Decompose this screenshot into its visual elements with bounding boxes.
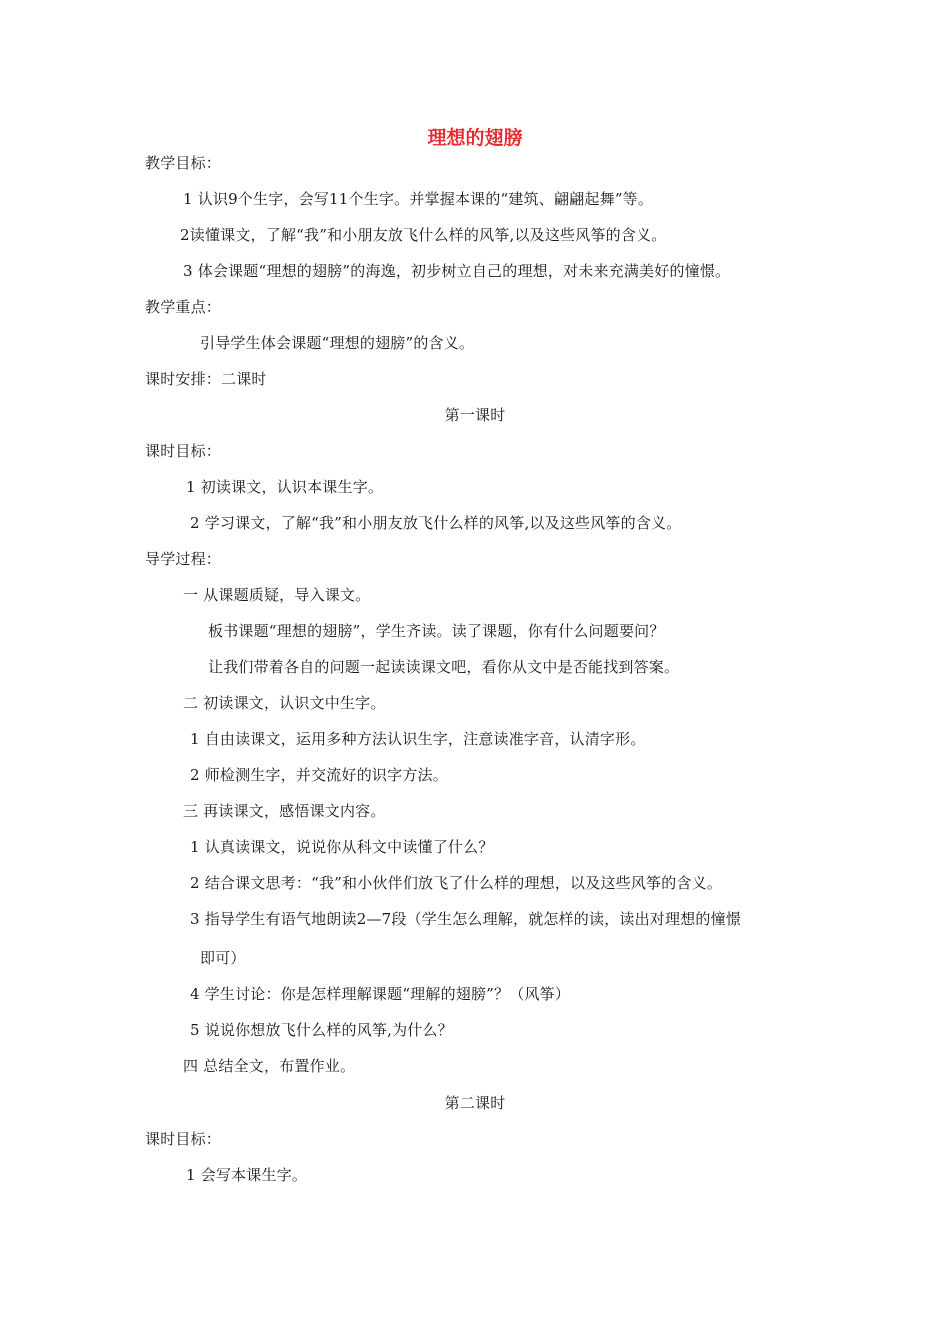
heading-teaching-goals: 教学目标： bbox=[145, 154, 222, 172]
process-step-3-item-5: 5 说说你想放飞什么样的风筝,为什么？ bbox=[190, 1021, 453, 1039]
section-first-lesson: 第一课时 bbox=[444, 406, 506, 424]
goal-item-2: 2读懂课文，了解“我”和小朋友放飞什么样的风筝,以及这些风筝的含义。 bbox=[180, 226, 667, 244]
process-step-1-text-a: 板书课题“理想的翅膀”，学生齐读。读了课题，你有什么问题要问？ bbox=[208, 622, 665, 640]
document-title: 理想的翅膀 bbox=[427, 127, 523, 149]
heading-process: 导学过程： bbox=[145, 550, 222, 568]
goal-item-1: 1 认识9个生字，会写11个生字。并掌握本课的“建筑、翩翩起舞”等。 bbox=[183, 190, 654, 208]
process-step-3-item-3: 3 指导学生有语气地朗读2—7段（学生怎么理解，就怎样的读，读出对理想的憧憬 bbox=[190, 910, 742, 928]
lesson-goal-2-1: 1 会写本课生字。 bbox=[186, 1166, 308, 1184]
lesson-goal-1-1: 1 初读课文，认识本课生字。 bbox=[186, 478, 384, 496]
section-second-lesson: 第二课时 bbox=[444, 1094, 506, 1112]
lesson-goal-1-2: 2 学习课文，了解“我”和小朋友放飞什么样的风筝,以及这些风筝的含义。 bbox=[190, 514, 682, 532]
process-step-3-item-3-cont: 即可） bbox=[200, 949, 246, 967]
goal-item-3: 3 体会课题“理想的翅膀”的海逸，初步树立自己的理想，对未来充满美好的憧憬。 bbox=[183, 262, 731, 280]
heading-lesson-goals-1: 课时目标： bbox=[145, 442, 222, 460]
process-step-2-item-1: 1 自由读课文，运用多种方法认识生字，注意读准字音，认清字形。 bbox=[190, 730, 646, 748]
process-step-2-item-2: 2 师检测生字，并交流好的识字方法。 bbox=[190, 766, 448, 784]
heading-key-points: 教学重点： bbox=[145, 298, 222, 316]
key-point-text: 引导学生体会课题“理想的翅膀”的含义。 bbox=[200, 334, 475, 352]
process-step-2: 二 初读课文，认识文中生字。 bbox=[183, 694, 386, 712]
process-step-3-item-2: 2 结合课文思考：“我”和小伙伴们放飞了什么样的理想，以及这些风筝的含义。 bbox=[190, 874, 723, 892]
process-step-1: 一 从课题质疑，导入课文。 bbox=[183, 586, 371, 604]
process-step-1-text-b: 让我们带着各自的问题一起读读课文吧，看你从文中是否能找到答案。 bbox=[208, 658, 680, 676]
process-step-3: 三 再读课文，感悟课文内容。 bbox=[183, 802, 386, 820]
process-step-4: 四 总结全文，布置作业。 bbox=[183, 1057, 356, 1075]
process-step-3-item-1: 1 认真读课文，说说你从科文中读懂了什么？ bbox=[190, 838, 494, 856]
heading-lesson-goals-2: 课时目标： bbox=[145, 1130, 222, 1148]
schedule-text: 课时安排：二课时 bbox=[145, 370, 267, 388]
process-step-3-item-4: 4 学生讨论：你是怎样理解课题“理解的翅膀”？（风筝） bbox=[190, 985, 571, 1003]
